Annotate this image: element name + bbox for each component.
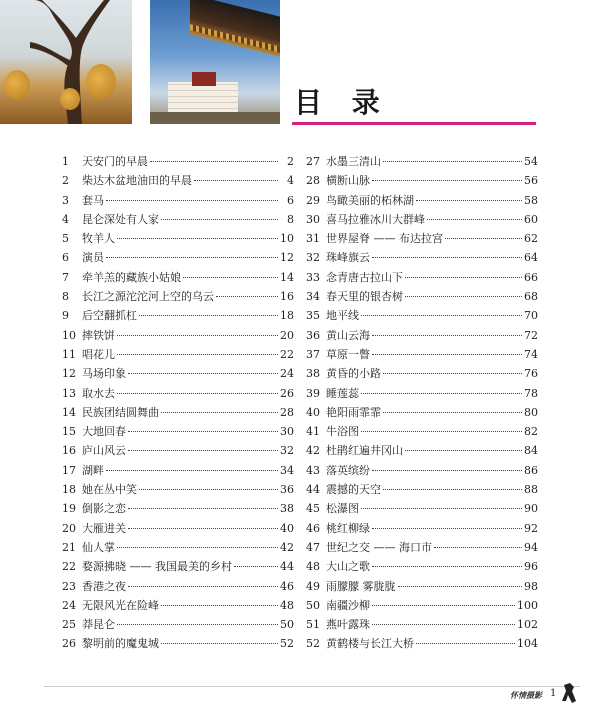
toc-entry-leader — [139, 315, 278, 316]
toc-entry-title: 水墨三清山 — [326, 155, 381, 168]
toc-entry-number: 48 — [306, 560, 320, 574]
toc-entry-number: 51 — [306, 618, 320, 632]
toc-entry-title: 演员 — [82, 251, 104, 265]
toc-entry[interactable] — [306, 384, 538, 403]
toc-entry-title: 地平线 — [326, 309, 359, 323]
autumn-bush-2 — [86, 64, 116, 100]
toc-entry-leader — [372, 257, 522, 258]
toc-entry-number: 15 — [62, 425, 76, 439]
toc-entry-title: 艳阳雨霏霏 — [326, 405, 381, 419]
toc-entry[interactable] — [306, 422, 538, 441]
toc-entry-page: 26 — [280, 386, 294, 400]
toc-entry[interactable] — [62, 519, 294, 538]
toc-entry-leader — [117, 354, 278, 355]
toc-entry-number: 26 — [62, 637, 76, 651]
toc-entry[interactable] — [62, 268, 294, 287]
toc-entry[interactable] — [62, 171, 294, 190]
toc-entry[interactable] — [62, 403, 294, 422]
toc-entry-title: 横断山脉 — [326, 174, 370, 188]
toc-entry-leader — [372, 354, 522, 355]
toc-entry-number: 6 — [62, 251, 69, 265]
toc-entry[interactable] — [306, 345, 538, 364]
toc-entry[interactable] — [62, 191, 294, 210]
toc-entry-leader — [361, 393, 522, 394]
toc-entry-leader — [128, 528, 278, 529]
toc-entry-number: 52 — [306, 637, 320, 651]
toc-entry-number: 9 — [62, 309, 69, 323]
toc-entry[interactable] — [306, 191, 538, 210]
toc-entry[interactable] — [62, 306, 294, 325]
toc-entry-leader — [106, 470, 278, 471]
toc-entry-title: 震撼的天空 — [326, 483, 381, 497]
toc-entry-leader — [161, 412, 278, 413]
toc-entry[interactable] — [62, 538, 294, 557]
toc-entry[interactable] — [306, 615, 538, 634]
toc-entry-title: 大山之歌 — [326, 560, 370, 574]
page-title: 目 录 — [294, 86, 390, 119]
toc-entry-number: 7 — [62, 270, 69, 284]
toc-entry[interactable] — [62, 210, 294, 229]
toc-entry-number: 37 — [306, 347, 320, 361]
toc-entry-page: 104 — [517, 637, 538, 651]
toc-entry-title: 昆仑深处有人家 — [82, 212, 159, 226]
footer-book-label: 怀情摄影 — [510, 690, 542, 700]
toc-entry[interactable] — [62, 422, 294, 441]
toc-entry-title: 大地回春 — [82, 425, 126, 439]
toc-entry-title: 黄鹤楼与长江大桥 — [326, 637, 414, 651]
toc-entry[interactable] — [306, 210, 538, 229]
toc-entry-leader — [117, 238, 278, 239]
toc-entry-page: 82 — [524, 425, 538, 439]
toc-entry-leader — [405, 296, 522, 297]
palace-building-graphic — [168, 82, 238, 114]
toc-entry-title: 珠峰旗云 — [326, 251, 370, 265]
toc-entry-leader — [161, 219, 278, 220]
toc-entry-page: 44 — [280, 560, 294, 574]
footer-rule — [44, 686, 580, 687]
toc-entry-leader — [139, 489, 278, 490]
toc-entry-page: 80 — [524, 405, 538, 419]
toc-entry-page: 92 — [524, 521, 538, 535]
toc-entry-page: 54 — [524, 155, 538, 168]
toc-entry[interactable] — [306, 287, 538, 306]
toc-entry-leader — [106, 200, 278, 201]
toc-entry-leader — [445, 238, 522, 239]
toc-entry-title: 摔铁饼 — [82, 328, 115, 342]
toc-entry[interactable] — [62, 441, 294, 460]
toc-entry-number: 27 — [306, 155, 320, 168]
toc-entry[interactable] — [62, 345, 294, 364]
toc-entry-number: 28 — [306, 174, 320, 188]
toc-entry-title: 牛浴图 — [326, 425, 359, 439]
toc-entry[interactable] — [306, 306, 538, 325]
toc-entry-number: 17 — [62, 463, 76, 477]
toc-entry-page: 78 — [524, 386, 538, 400]
toc-entry[interactable] — [62, 384, 294, 403]
toc-entry-title: 民族团结圆舞曲 — [82, 405, 159, 419]
footer-figure-icon — [560, 683, 578, 703]
footer-page-number: 1 — [550, 688, 557, 699]
toc-entry-leader — [150, 161, 278, 162]
toc-entry-page: 98 — [524, 579, 538, 593]
toc-entry[interactable] — [306, 364, 538, 383]
toc-entry-title: 世界屋脊 —— 布达拉宫 — [326, 232, 443, 246]
toc-entry-page: 38 — [280, 502, 294, 516]
toc-entry-title: 念青唐古拉山下 — [326, 270, 403, 284]
toc-entry[interactable] — [62, 615, 294, 634]
toc-entry-leader — [372, 566, 522, 567]
toc-entry[interactable] — [62, 326, 294, 345]
toc-entry-page: 72 — [524, 328, 538, 342]
toc-entry-page: 22 — [280, 347, 294, 361]
toc-entry-number: 33 — [306, 270, 320, 284]
toc-entry[interactable] — [62, 152, 294, 171]
toc-entry-leader — [416, 200, 522, 201]
toc-entry-title: 无限风光在险峰 — [82, 598, 159, 612]
toc-entry-title: 松瀑图 — [326, 502, 359, 516]
toc-entry-page: 76 — [524, 367, 538, 381]
toc-entry-page: 100 — [517, 598, 538, 612]
toc-entry[interactable] — [62, 248, 294, 267]
toc-entry-number: 25 — [62, 618, 76, 632]
toc-entry-leader — [117, 335, 278, 336]
autumn-bush-1 — [4, 70, 30, 100]
toc-entry-number: 35 — [306, 309, 320, 323]
toc-entry-number: 30 — [306, 212, 320, 226]
toc-entry[interactable] — [62, 557, 294, 576]
toc-column-right — [306, 152, 538, 654]
toc-entry-leader — [117, 624, 278, 625]
toc-entry-page: 18 — [280, 309, 294, 323]
toc-entry-title: 大雁进关 — [82, 521, 126, 535]
toc-entry-number: 2 — [62, 174, 69, 188]
toc-entry-title: 唱花儿 — [82, 347, 115, 361]
toc-entry-page: 62 — [524, 232, 538, 246]
toc-entry-title: 柴达木盆地油田的早晨 — [82, 174, 192, 188]
toc-entry[interactable] — [306, 538, 538, 557]
toc-entry-page: 86 — [524, 463, 538, 477]
toc-entry-page: 42 — [280, 540, 294, 554]
toc-entry-number: 31 — [306, 232, 320, 246]
toc-entry-leader — [398, 586, 523, 587]
toc-entry-page: 40 — [280, 521, 294, 535]
toc-entry[interactable] — [62, 596, 294, 615]
toc-entry[interactable] — [62, 577, 294, 596]
toc-entry-number: 32 — [306, 251, 320, 265]
toc-entry-page: 24 — [280, 367, 294, 381]
toc-entry-page: 46 — [280, 579, 294, 593]
toc-entry-leader — [117, 547, 278, 548]
toc-entry-title: 喜马拉雅冰川大群峰 — [326, 212, 425, 226]
toc-entry-number: 42 — [306, 444, 320, 458]
toc-entry[interactable] — [62, 499, 294, 518]
toc-entry-title: 草原一瞥 — [326, 347, 370, 361]
toc-entry-page: 28 — [280, 405, 294, 419]
toc-entry[interactable] — [62, 287, 294, 306]
autumn-bush-3 — [60, 88, 80, 110]
toc-entry-number: 44 — [306, 483, 320, 497]
toc-entry[interactable] — [306, 596, 538, 615]
toc-entry-title: 黎明前的魔鬼城 — [82, 637, 159, 651]
toc-entry-page: 66 — [524, 270, 538, 284]
toc-entry-page: 14 — [280, 270, 294, 284]
toc-entry[interactable] — [306, 634, 538, 653]
toc-entry-number: 3 — [62, 193, 69, 207]
toc-entry[interactable] — [306, 268, 538, 287]
toc-entry[interactable] — [306, 326, 538, 345]
toc-entry-leader — [361, 431, 522, 432]
toc-entry-leader — [383, 373, 522, 374]
toc-entry-leader — [427, 219, 522, 220]
toc-entry-leader — [383, 489, 522, 490]
toc-entry[interactable] — [306, 441, 538, 460]
title-underline — [292, 122, 536, 125]
toc-entry-leader — [372, 470, 522, 471]
toc-entry-number: 11 — [62, 347, 76, 361]
toc-entry-title: 湖畔 — [82, 463, 104, 477]
toc-entry-page: 84 — [524, 444, 538, 458]
toc-entry-leader — [383, 412, 522, 413]
toc-entry-title: 长江之源沱沱河上空的乌云 — [82, 290, 214, 304]
toc-entry-number: 45 — [306, 502, 320, 516]
toc-entry-title: 套马 — [82, 193, 104, 207]
toc-entry-title: 牵羊羔的藏族小姑娘 — [82, 270, 181, 284]
toc-entry-number: 39 — [306, 386, 320, 400]
toc-entry-title: 黄山云海 — [326, 328, 370, 342]
toc-entry-title: 天安门的早晨 — [82, 155, 148, 168]
toc-entry-title: 婺源拂晓 —— 我国最美的乡村 — [82, 560, 232, 574]
toc-entry-page: 68 — [524, 290, 538, 304]
toc-entry-number: 40 — [306, 405, 320, 419]
toc-entry-page: 52 — [280, 637, 294, 651]
ground-graphic — [150, 112, 280, 124]
toc-entry-page: 60 — [524, 212, 538, 226]
toc-entry-title: 她在丛中笑 — [82, 483, 137, 497]
toc-entry-number: 5 — [62, 232, 69, 246]
toc-entry-leader — [128, 586, 278, 587]
toc-entry[interactable] — [306, 171, 538, 190]
toc-entry-leader — [194, 180, 278, 181]
toc-entry-leader — [372, 180, 522, 181]
palace-red-section-graphic — [192, 72, 216, 86]
toc-entry-page: 30 — [280, 425, 294, 439]
toc-entry[interactable] — [62, 229, 294, 248]
toc-entry[interactable] — [306, 577, 538, 596]
toc-entry-title: 杜鹃红遍井冈山 — [326, 444, 403, 458]
toc-entry-title: 倒影之恋 — [82, 502, 126, 516]
toc-entry-number: 16 — [62, 444, 76, 458]
toc-entry-title: 香港之夜 — [82, 579, 126, 593]
toc-entry-number: 8 — [62, 290, 69, 304]
toc-entry-leader — [216, 296, 278, 297]
toc-entry-title: 雨朦朦 雾胧胧 — [326, 579, 396, 593]
toc-entry-number: 43 — [306, 463, 320, 477]
toc-entry-number: 10 — [62, 328, 76, 342]
toc-entry-number: 49 — [306, 579, 320, 593]
toc-entry[interactable] — [306, 499, 538, 518]
toc-entry-leader — [161, 643, 278, 644]
toc-entry-leader — [117, 393, 278, 394]
toc-entry-number: 12 — [62, 367, 76, 381]
toc-entry-title: 黄昏的小路 — [326, 367, 381, 381]
toc-entry-title: 马场印象 — [82, 367, 126, 381]
toc-entry[interactable] — [62, 480, 294, 499]
toc-entry-leader — [128, 373, 278, 374]
toc-entry-page: 50 — [280, 618, 294, 632]
toc-entry-number: 38 — [306, 367, 320, 381]
toc-entry-number: 20 — [62, 521, 76, 535]
toc-entry-page: 2 — [287, 155, 294, 168]
toc-entry-number: 24 — [62, 598, 76, 612]
toc-entry-number: 21 — [62, 540, 76, 554]
toc-entry-title: 牧羊人 — [82, 232, 115, 246]
toc-entry[interactable] — [306, 152, 538, 171]
toc-entry[interactable] — [306, 480, 538, 499]
toc-entry-page: 36 — [280, 483, 294, 497]
toc-entry-page: 94 — [524, 540, 538, 554]
potala-palace-photo — [150, 0, 280, 124]
toc-entry-number: 41 — [306, 425, 320, 439]
toc-entry-page: 48 — [280, 598, 294, 612]
toc-entry-leader — [372, 528, 522, 529]
toc-entry-number: 23 — [62, 579, 76, 593]
toc-entry-leader — [128, 431, 278, 432]
toc-entry-leader — [128, 450, 278, 451]
toc-entry-number: 34 — [306, 290, 320, 304]
toc-entry-leader — [161, 605, 278, 606]
toc-entry-title: 南疆沙柳 — [326, 598, 370, 612]
toc-entry-title: 莽昆仑 — [82, 618, 115, 632]
toc-entry-page: 74 — [524, 347, 538, 361]
toc-entry[interactable] — [62, 461, 294, 480]
toc-entry-number: 36 — [306, 328, 320, 342]
toc-entry-leader — [372, 624, 515, 625]
toc-entry[interactable] — [306, 229, 538, 248]
toc-entry[interactable] — [306, 519, 538, 538]
toc-entry-number: 1 — [62, 155, 69, 168]
toc-entry-page: 70 — [524, 309, 538, 323]
toc-entry-number: 19 — [62, 502, 76, 516]
toc-entry-page: 10 — [280, 232, 294, 246]
toc-entry-leader — [372, 605, 515, 606]
toc-entry-page: 16 — [280, 290, 294, 304]
toc-entry-number: 46 — [306, 521, 320, 535]
toc-entry-leader — [405, 450, 522, 451]
toc-column-left — [62, 152, 294, 654]
toc-entry-title: 燕叶露珠 — [326, 618, 370, 632]
toc-entry-page: 96 — [524, 560, 538, 574]
toc-entry-title: 鸟瞰美丽的柘林湖 — [326, 193, 414, 207]
toc-entry-number: 18 — [62, 483, 76, 497]
toc-entry-number: 14 — [62, 405, 76, 419]
toc-entry-title: 取水去 — [82, 386, 115, 400]
toc-entry[interactable] — [306, 403, 538, 422]
toc-entry-page: 32 — [280, 444, 294, 458]
toc-entry-title: 春天里的银杏树 — [326, 290, 403, 304]
toc-entry-title: 庐山风云 — [82, 444, 126, 458]
toc-entry-number: 4 — [62, 212, 69, 226]
toc-entry-page: 56 — [524, 174, 538, 188]
toc-entry-leader — [361, 315, 522, 316]
toc-entry-leader — [106, 257, 278, 258]
toc-entry-number: 47 — [306, 540, 320, 554]
toc-entry-title: 落英缤纷 — [326, 463, 370, 477]
toc-entry-number: 29 — [306, 193, 320, 207]
toc-entry-leader — [183, 277, 278, 278]
toc-entry[interactable] — [306, 248, 538, 267]
toc-entry-page: 58 — [524, 193, 538, 207]
toc-entry-leader — [128, 508, 278, 509]
toc-entry-leader — [416, 643, 515, 644]
desert-tree-photo — [0, 0, 132, 124]
toc-entry-leader — [234, 566, 278, 567]
toc-entry-leader — [383, 161, 522, 162]
toc-entry-page: 12 — [280, 251, 294, 265]
toc-entry-page: 20 — [280, 328, 294, 342]
toc-entry[interactable] — [62, 634, 294, 653]
toc-entry-page: 4 — [287, 174, 294, 188]
toc-entry-page: 64 — [524, 251, 538, 265]
toc-entry-title: 后空翻抓杠 — [82, 309, 137, 323]
toc-entry-page: 90 — [524, 502, 538, 516]
toc-entry-leader — [434, 547, 522, 548]
toc-entry-title: 世纪之交 —— 海口市 — [326, 540, 432, 554]
toc-entry-leader — [372, 335, 522, 336]
toc-entry[interactable] — [62, 364, 294, 383]
toc-entry-leader — [405, 277, 522, 278]
toc-entry-page: 8 — [287, 212, 294, 226]
toc-entry-page: 34 — [280, 463, 294, 477]
toc-entry[interactable] — [306, 557, 538, 576]
toc-entry-page: 88 — [524, 483, 538, 497]
toc-entry-page: 102 — [517, 618, 538, 632]
toc-entry-number: 22 — [62, 560, 76, 574]
toc-entry-leader — [361, 508, 522, 509]
toc-entry-number: 50 — [306, 598, 320, 612]
toc-entry[interactable] — [306, 461, 538, 480]
toc-entry-title: 睡莲蕊 — [326, 386, 359, 400]
toc-entry-title: 桃红柳绿 — [326, 521, 370, 535]
toc-entry-title: 仙人掌 — [82, 540, 115, 554]
toc-entry-number: 13 — [62, 386, 76, 400]
toc-entry-page: 6 — [287, 193, 294, 207]
